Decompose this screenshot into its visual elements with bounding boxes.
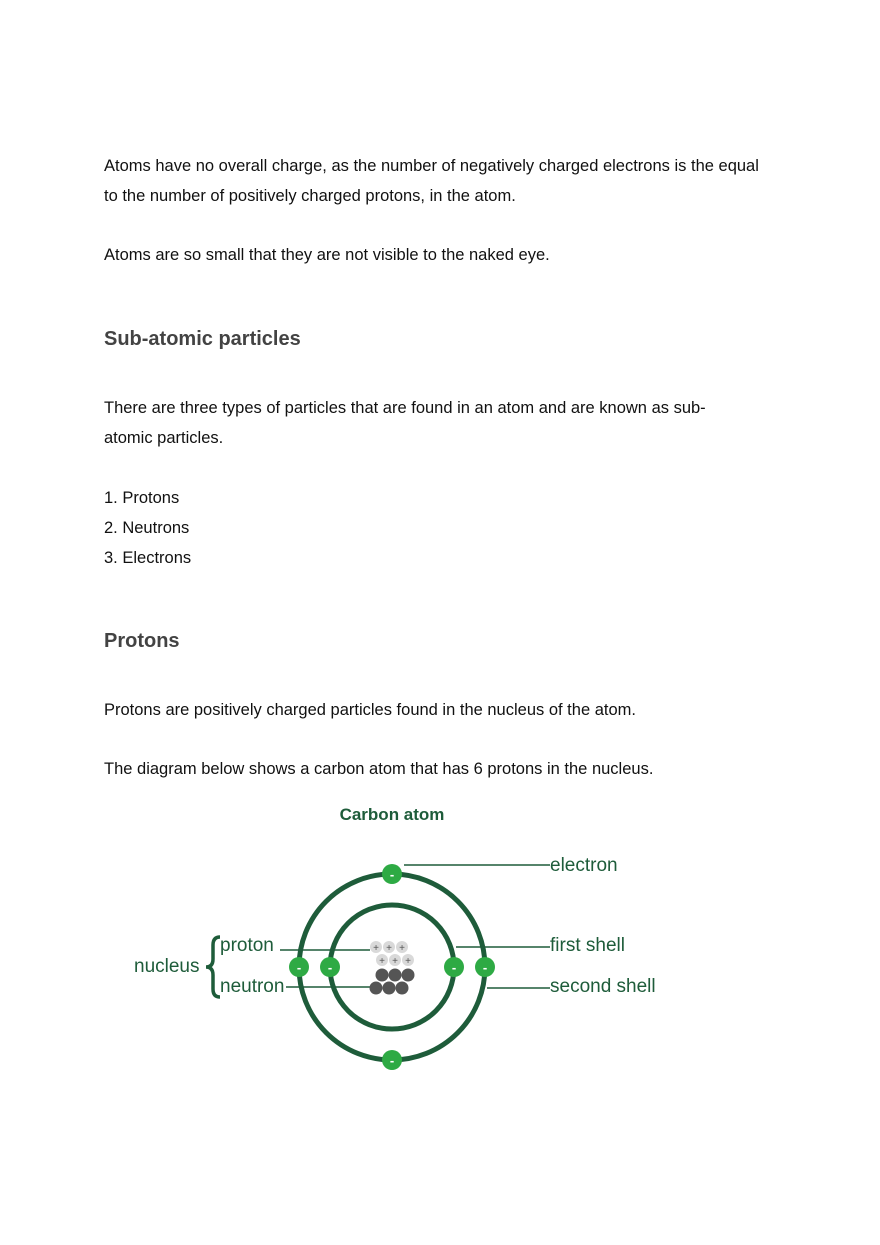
size-paragraph: Atoms are so small that they are not visible to the naked eye. [104, 246, 550, 264]
nucleus-brace [206, 937, 220, 997]
electron-particle [444, 957, 464, 977]
list-item: 2. Neutrons [104, 519, 190, 537]
electron-particle [475, 957, 495, 977]
neutron-particle [389, 969, 402, 982]
svg-text:+: + [405, 956, 411, 967]
svg-text:-: - [451, 960, 457, 975]
proton-particle [389, 954, 401, 967]
subatomic-description: There are three types of particles that are found in an atom and are known as sub-atomic particles. [104, 399, 706, 447]
neutron-particle [396, 982, 409, 995]
svg-text:+: + [379, 956, 385, 967]
protons-description: Protons are positively charged particles found in the nucleus of the atom. [104, 701, 636, 719]
neutron-particle [370, 982, 383, 995]
proton-particle [402, 954, 414, 967]
nucleus-label: nucleus [134, 956, 200, 977]
neutrons-group [370, 969, 415, 995]
carbon-atom-diagram [100, 795, 720, 1085]
electron-particle [382, 1050, 402, 1070]
proton-particle [396, 941, 408, 954]
electron-particle [382, 864, 402, 884]
protons-group [370, 941, 414, 967]
svg-text:-: - [389, 1053, 395, 1068]
svg-text:+: + [386, 943, 392, 954]
list-item: 3. Electrons [104, 549, 192, 567]
diagram-intro: The diagram below shows a carbon atom that has 6 protons in the nucleus. [104, 760, 654, 778]
electron-particle [289, 957, 309, 977]
neutron-particle [376, 969, 389, 982]
electron-label: electron [550, 855, 618, 876]
first-shell [327, 905, 457, 1029]
electron-particle [320, 957, 340, 977]
diagram-title: Carbon atom [339, 805, 445, 824]
subatomic-heading: Sub-atomic particles [104, 328, 301, 350]
svg-text:-: - [389, 867, 395, 882]
svg-text:-: - [327, 960, 333, 975]
second-shell-label: second shell [550, 976, 656, 997]
svg-text:-: - [296, 960, 302, 975]
proton-particle [376, 954, 388, 967]
svg-text:-: - [482, 960, 488, 975]
neutron-particle [383, 982, 396, 995]
neutron-particle [402, 969, 415, 982]
electrons-group [289, 864, 495, 1070]
proton-particle [383, 941, 395, 954]
protons-heading: Protons [104, 630, 180, 652]
list-item: 1. Protons [104, 489, 180, 507]
first-shell-label: first shell [550, 935, 625, 956]
svg-text:+: + [399, 943, 405, 954]
neutron-label: neutron [220, 976, 285, 997]
svg-text:+: + [392, 956, 398, 967]
svg-text:+: + [373, 943, 379, 954]
charge-paragraph: Atoms have no overall charge, as the number of negatively charged electrons is the equal to the number of positively charged protons, in the atom. [104, 157, 759, 205]
proton-label: proton [220, 935, 274, 956]
proton-particle [370, 941, 382, 954]
